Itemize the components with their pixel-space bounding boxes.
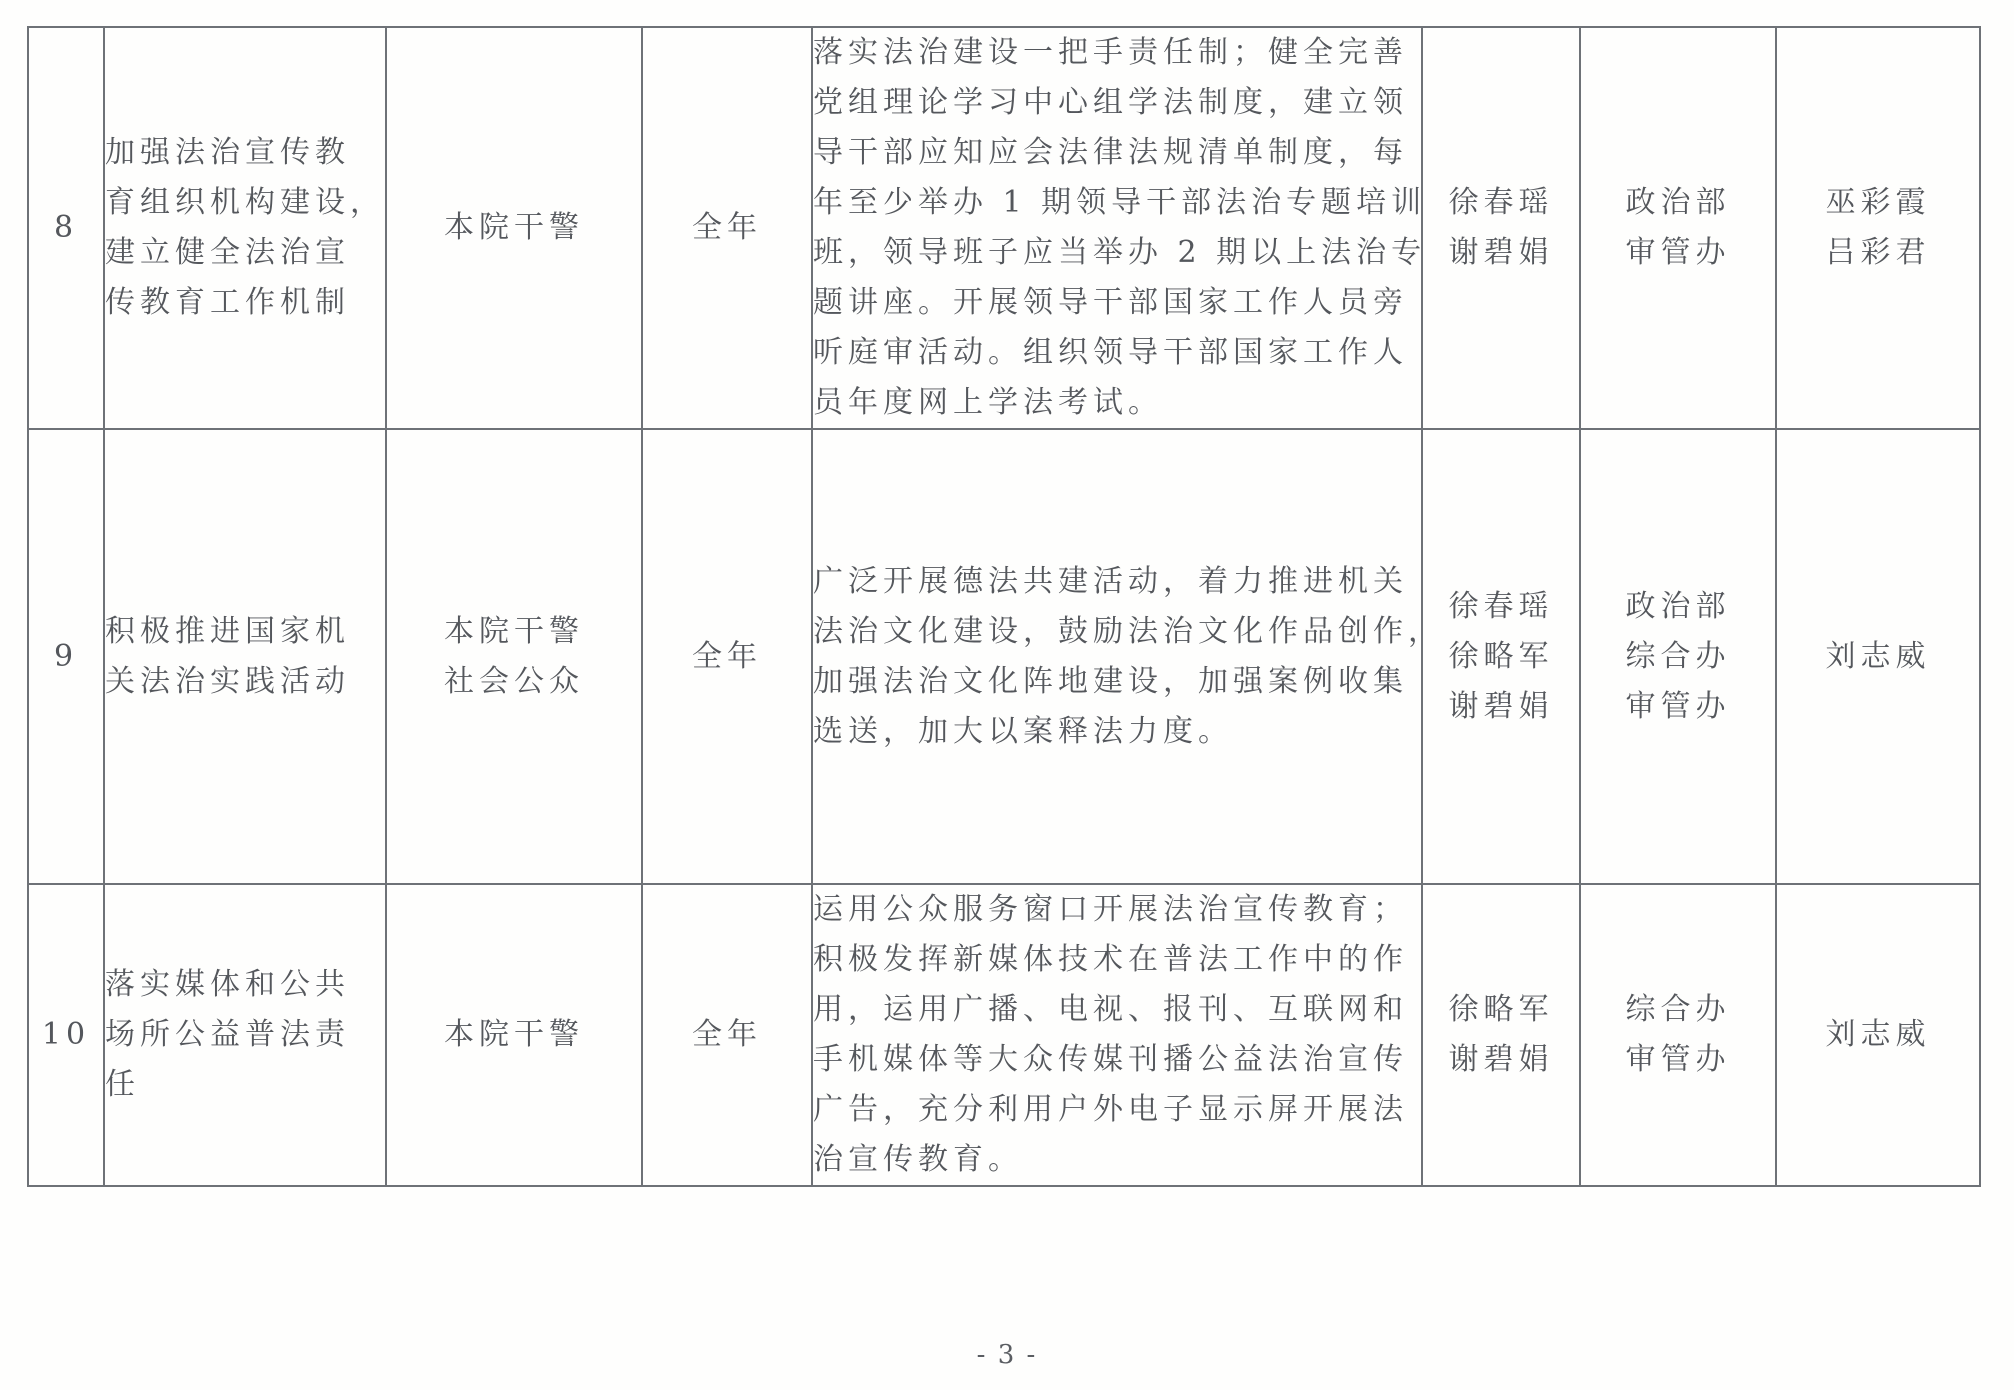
leaders-line: 刘志威 xyxy=(1825,1017,1931,1052)
responsible-persons-cell xyxy=(1422,429,1580,884)
responsible-departments-line: 审管办 xyxy=(1625,688,1731,724)
measures-line: 用，运用广播、电视、报刊、互联网和 xyxy=(813,992,1408,1027)
responsible-persons-line: 谢碧娟 xyxy=(1448,235,1554,270)
task-cell xyxy=(104,27,386,429)
target-audience-line: 本院干警 xyxy=(444,210,584,245)
page-number: - 3 - xyxy=(976,1340,1038,1370)
measures-line: 员年度网上学法考试。 xyxy=(813,385,1163,420)
leaders-line: 刘志威 xyxy=(1825,638,1931,674)
task-line: 育组织机构建设， xyxy=(105,185,385,220)
measures-line: 运用公众服务窗口开展法治宣传教育； xyxy=(813,892,1408,927)
task-line: 传教育工作机制 xyxy=(105,285,350,320)
task-line: 加强法治宣传教 xyxy=(105,135,350,170)
measures-line: 落实法治建设一把手责任制；健全完善 xyxy=(813,35,1408,70)
leaders-cell xyxy=(1776,429,1980,884)
measures-line: 手机媒体等大众传媒刊播公益法治宣传 xyxy=(813,1042,1408,1077)
responsible-persons-line: 徐春瑶 xyxy=(1448,185,1554,220)
leaders-line: 巫彩霞 xyxy=(1825,185,1931,220)
measures-line: 加强法治文化阵地建设，加强案例收集 xyxy=(813,663,1408,699)
work-plan-table xyxy=(27,26,1981,1187)
timeframe-cell: 全年 xyxy=(642,884,812,1186)
table-row xyxy=(28,429,1980,884)
leaders-cell xyxy=(1776,884,1980,1186)
timeframe-cell: 全年 xyxy=(642,429,812,884)
responsible-persons-line: 徐略军 xyxy=(1448,992,1554,1027)
target-audience-cell xyxy=(386,27,642,429)
task-cell xyxy=(104,884,386,1186)
measures-line: 听庭审活动。组织领导干部国家工作人 xyxy=(813,335,1408,370)
responsible-departments-line: 审管办 xyxy=(1625,1042,1731,1077)
task-line: 关法治实践活动 xyxy=(105,663,350,699)
measures-line: 年至少举办 1 期领导干部法治专题培训 xyxy=(813,185,1427,220)
measures-line: 法治文化建设，鼓励法治文化作品创作， xyxy=(813,613,1443,649)
table-row xyxy=(28,27,1980,429)
task-cell xyxy=(104,429,386,884)
target-audience-line: 社会公众 xyxy=(444,663,584,699)
responsible-persons-cell xyxy=(1422,884,1580,1186)
responsible-persons-line: 徐略军 xyxy=(1448,638,1554,674)
measures-cell xyxy=(812,27,1427,429)
item-number: 9 xyxy=(28,429,104,884)
responsible-persons-line: 谢碧娟 xyxy=(1448,688,1554,724)
measures-line: 党组理论学习中心组学法制度，建立领 xyxy=(813,85,1408,120)
measures-line: 积极发挥新媒体技术在普法工作中的作 xyxy=(813,942,1408,977)
measures-line: 题讲座。开展领导干部国家工作人员旁 xyxy=(813,285,1408,320)
table-row xyxy=(28,884,1980,1186)
responsible-departments-line: 审管办 xyxy=(1625,235,1731,270)
responsible-departments-cell xyxy=(1580,884,1776,1186)
measures-cell xyxy=(812,884,1422,1186)
responsible-departments-line: 政治部 xyxy=(1625,185,1731,220)
target-audience-line: 本院干警 xyxy=(444,613,584,649)
measures-line: 广泛开展德法共建活动，着力推进机关 xyxy=(813,563,1408,599)
target-audience-cell xyxy=(386,429,642,884)
task-line: 落实媒体和公共 xyxy=(105,967,350,1002)
target-audience-line: 本院干警 xyxy=(444,1017,584,1052)
responsible-departments-line: 综合办 xyxy=(1625,992,1731,1027)
item-number: 8 xyxy=(28,27,104,429)
responsible-departments-cell xyxy=(1580,27,1776,429)
responsible-persons-line: 谢碧娟 xyxy=(1448,1042,1554,1077)
item-number: 10 xyxy=(28,884,104,1186)
leaders-cell xyxy=(1776,27,1980,429)
timeframe-cell: 全年 xyxy=(642,27,812,429)
responsible-departments-line: 综合办 xyxy=(1625,638,1731,674)
leaders-line: 吕彩君 xyxy=(1825,235,1931,270)
task-line: 建立健全法治宣 xyxy=(105,235,350,270)
target-audience-cell xyxy=(386,884,642,1186)
task-line: 任 xyxy=(105,1067,140,1102)
responsible-persons-cell xyxy=(1422,27,1580,429)
task-line: 场所公益普法责 xyxy=(105,1017,350,1052)
responsible-persons-line: 徐春瑶 xyxy=(1448,588,1554,624)
measures-line: 治宣传教育。 xyxy=(813,1142,1023,1177)
table-body xyxy=(28,27,1980,1186)
measures-line: 班，领导班子应当举办 2 期以上法治专 xyxy=(813,235,1427,270)
measures-line: 导干部应知应会法律法规清单制度，每 xyxy=(813,135,1408,170)
responsible-departments-line: 政治部 xyxy=(1625,588,1731,624)
task-line: 积极推进国家机 xyxy=(105,613,350,649)
measures-cell xyxy=(812,429,1443,884)
measures-line: 选送，加大以案释法力度。 xyxy=(813,713,1233,749)
measures-line: 广告，充分利用户外电子显示屏开展法 xyxy=(813,1092,1408,1127)
responsible-departments-cell xyxy=(1580,429,1776,884)
